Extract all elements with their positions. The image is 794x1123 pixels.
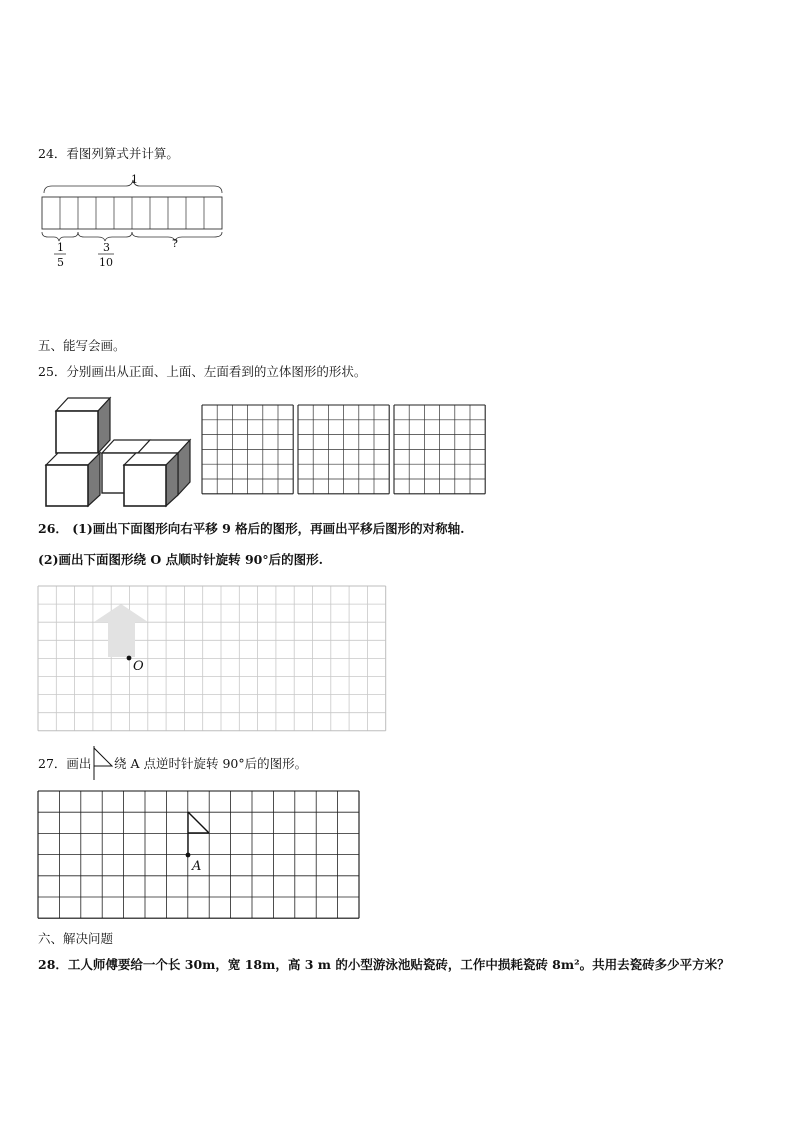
point-o-label: O	[133, 659, 144, 674]
point-a-dot	[186, 853, 191, 858]
section6-title: 六、解决问题	[38, 931, 114, 946]
fraction-2-denominator: 10	[99, 256, 113, 269]
q25-text: 25．分别画出从正面、上面、左面看到的立体图形的形状。	[38, 364, 367, 379]
point-a-label: A	[192, 859, 202, 874]
q28-text: 28．工人师傅要给一个长 30m，宽 18m，高 3 m 的小型游泳池贴瓷砖，工作中损耗瓷砖 8m²。共用去瓷砖多少平方米？	[38, 957, 730, 972]
fraction-1-denominator: 5	[57, 256, 64, 269]
q27-suffix: 绕 A 点逆时针旋转 90°后的图形。	[114, 756, 308, 771]
whole-label: 1	[131, 173, 138, 186]
fraction-2-numerator: 3	[103, 241, 110, 254]
q24-text: 24．看图列算式并计算。	[38, 146, 179, 161]
q27-prefix: 27．画出	[38, 756, 92, 771]
unknown-label: ?	[172, 237, 178, 250]
q26-part2: (2)画出下面图形绕 O 点顺时针旋转 90°后的图形.	[38, 552, 323, 567]
fraction-1-numerator: 1	[57, 241, 64, 254]
section5-title: 五、能写会画。	[38, 338, 126, 353]
q26-part1: 26． (1)画出下面图形向右平移 9 格后的图形，再画出平移后图形的对称轴.	[38, 521, 465, 536]
flag-hypotenuse	[188, 812, 209, 833]
